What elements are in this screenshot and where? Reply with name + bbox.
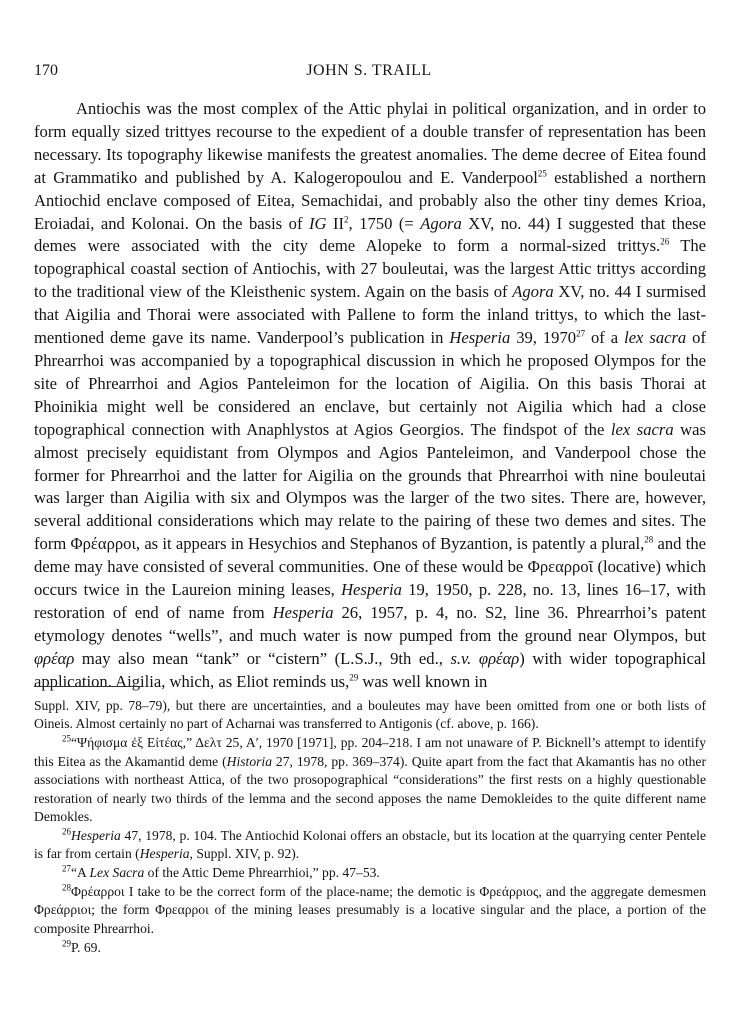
footnote-ref-29[interactable]: 29 — [349, 672, 359, 683]
page-number: 170 — [34, 62, 58, 79]
footnote-26: $^{26}$Hesperia 47, 1978, p. 104. The Antiochid Kolonai offers an obstacle, but its location at the quarrying center Pentele is far from certain (Hesperia, Suppl. XIV, p. 92). — [34, 826, 706, 862]
footnote-ref-25[interactable]: 25 — [537, 168, 547, 179]
page-header — [34, 62, 704, 84]
footnote-25: $^{25}$“Ψήφισμα ἐξ Εἰτέας,” Δελτ 25, Α′, 1970 [1971], pp. 204–218. I am not unaware of P. Bicknell’s attempt to identify this Eitea as the Akamantid deme (Historia 27, 1978, pp. 369–374). Quite apart from the fact that Akamantis has no other associations with northeast Attica, of the two prosopographical “considerations” the first rests on a highly questionable restoration of nearly two thirds of the lemma and the second apposes the name Demokleides to the quite different name Demokles. — [34, 733, 706, 824]
body-paragraph: Antiochis was the most complex of the Attic phylai in political organization, and in order to form equally sized trittyes recourse to the expedient of a double transfer of representation has been necessary. Its topography likewise manifests the greatest anomalies. The deme decree of Eitea found at Grammatiko and published by A. Kalogeropoulou and E. Vanderpool$^{25}$ established a northern Antiochid enclave composed of Eitea, Semachidai, and probably also the other tiny demes Krioa, Eroiadai, and Kolonai. On the basis of IG $II^2$, 1750 (= Agora XV, no. 44) I suggested that these demes were associated with the city deme Alopeke to form a normal-sized trittys.$^{26}$ The topographical coastal section of Antiochis, with 27 bouleutai, was the largest Attic trittys according to the traditional view of the Kleisthenic system. Again on the basis of Agora XV, no. 44 I surmised that Aigilia and Thorai were associated with Pallene to form the inland trittys, to which the last-mentioned deme gave its name. Vanderpool’s publication in Hesperia 39, 1970$^{27}$ of a lex sacra of Phrearrhoi was accompanied by a topographical discussion in which he proposed Olympos for the site of Phrearrhoi and Agios Panteleimon for the location of Aigilia. On this basis Thorai at Phoinikia might well be considered an enclave, but certainly not Aigilia which had a close topographical connection with Anaphlystos at Agios Georgios. The findspot of the lex sacra was almost precisely equidistant from Olympos and Agios Panteleimon, and Vanderpool chose the former for Phrearrhoi and the latter for Aigilia on the grounds that Phrearrhoi with nine bouleutai was larger than Aigilia with six and Olympos was the larger of the two sites. There are, however, several additional considerations which may relate to the pairing of these two demes and sites. The form Φρέαρροι, as it appears in Hesychios and Stephanos of Byzantion, is patently a plural,$^{28}$ and the deme may have consisted of several communities. One of these would be Φρεαρροῖ (locative) which occurs twice in the Laureion mining leases, Hesperia 19, 1950, p. 228, no. 13, lines 16–17, with restoration of end of name from Hesperia 26, 1957, p. 4, no. S2, line 36. Phrearrhoi’s patent etymology denotes “wells”, and much water is now pumped from the ground near Olympos, but φρέαρ may also mean “tank” or “cistern” (L.S.J., 9th ed., s.v. φρέαρ) with wider topographical application. Aigilia, which, as Eliot reminds us,$^{29}$ was well known in — [34, 99, 707, 691]
running-head: JOHN S. TRAILL — [306, 62, 432, 79]
footnote-29: $^{29}$P. 69. — [62, 938, 101, 955]
footnote-ref-28[interactable]: 28 — [644, 534, 654, 545]
footnotes — [34, 697, 706, 957]
footnote-divider — [34, 686, 142, 687]
footnote-continuation: Suppl. XIV, pp. 78–79), but there are uncertainties, and a bouleutes may have been omitted from one or both lists of Oineis. Almost certainly no part of Acharnai was transferred to Antigonis (cf. above, p. 166). — [34, 698, 706, 732]
footnote-ref-26[interactable]: 26 — [660, 236, 670, 247]
footnote-ref-27[interactable]: 27 — [576, 328, 586, 339]
footnote-28: $^{28}$Φρέαρροι I take to be the correct form of the place-name; the demotic is Φρεάρριος, and the aggregate demesmen Φρεάρριοι; the form Φρεαρροι of the mining leases presumably is a locative singular and the place, a portion of the composite Phrearrhoi. — [34, 882, 706, 936]
footnote-27: $^{27}$“A Lex Sacra of the Attic Deme Phrearrhioi,” pp. 47–53. — [62, 863, 380, 881]
